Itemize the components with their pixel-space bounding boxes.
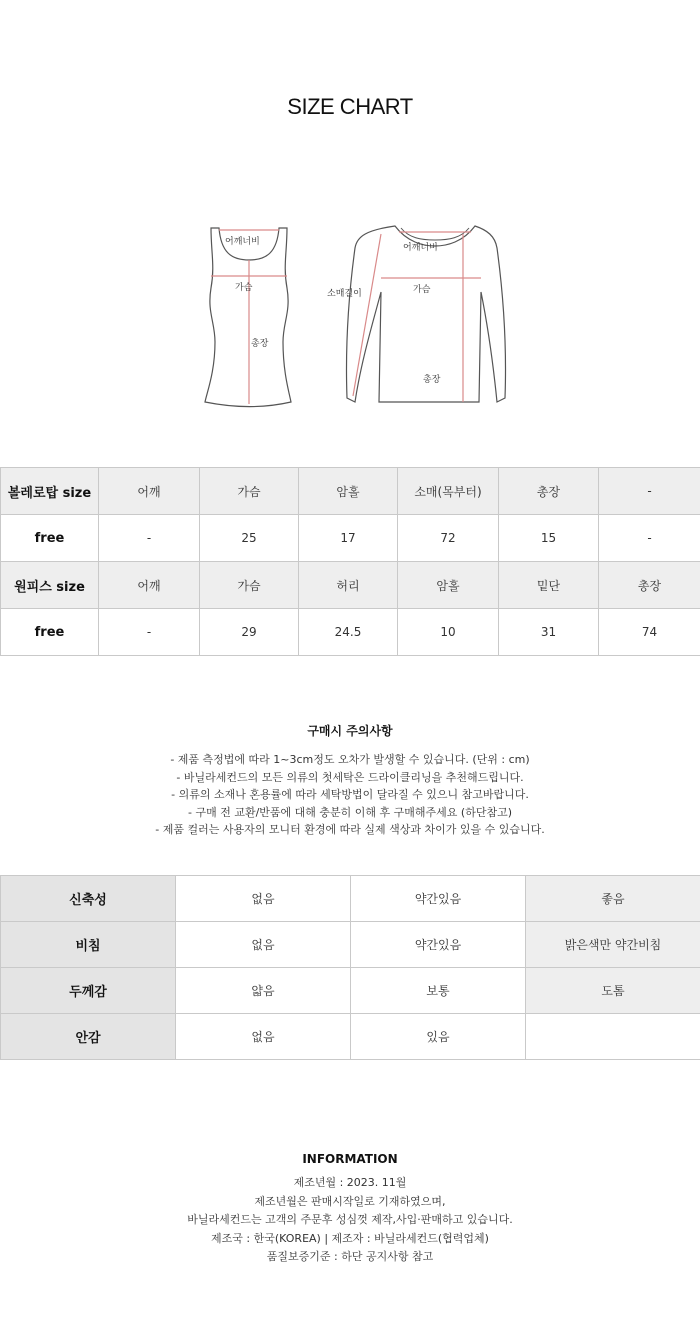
label-top-chest: 가슴	[235, 283, 253, 293]
information-line: 제조국 : 한국(KOREA) | 제조자 : 바닐라세컨드(협력업체)	[211, 1231, 489, 1245]
information-line: 품질보증기준 : 하단 공지사항 참고	[266, 1250, 434, 1263]
notice-line: - 제품 측정법에 따라 1~3cm정도 오차가 발생할 수 있습니다. (단위 : cm)	[170, 753, 530, 766]
bolero-header-cell: 총장	[499, 468, 599, 515]
bolero-header-cell: -	[599, 468, 700, 515]
label-sleeve-chest: 가슴	[413, 285, 431, 295]
bolero-value-cell: 17	[299, 515, 398, 562]
fabric-row-label: 안감	[1, 1014, 176, 1060]
garment-illustration	[195, 212, 515, 412]
information-line: 바닐라세컨드는 고객의 주문후 성심껏 제작,사입·판매하고 있습니다.	[187, 1213, 513, 1226]
fabric-option: 약간있음	[351, 922, 526, 968]
bolero-header-cell: 암홀	[299, 468, 398, 515]
fabric-row-thickness	[1, 968, 700, 1014]
label-top-length: 총장	[251, 339, 269, 349]
fabric-option: 없음	[176, 922, 351, 968]
fabric-option: 얇음	[176, 968, 351, 1014]
notice-title: 구매시 주의사항	[307, 724, 393, 738]
bolero-size-name: free	[1, 515, 99, 562]
dress-value-cell: 31	[499, 609, 599, 656]
dress-header-cell: 허리	[299, 562, 398, 609]
notice-line: - 바닐라세컨드의 모든 의류의 첫세탁은 드라이클리닝을 추천해드립니다.	[176, 770, 524, 784]
bolero-size-label: 볼레로탑 size	[1, 468, 99, 515]
bolero-header-row	[1, 468, 700, 515]
bolero-header-cell: 소매(목부터)	[398, 468, 499, 515]
dress-header-row	[1, 562, 700, 609]
fabric-option	[526, 1014, 700, 1060]
page-title: SIZE CHART	[287, 94, 413, 119]
fabric-option-selected: 좋음	[526, 876, 700, 922]
label-sleeve-length: 소매길이	[327, 289, 362, 299]
information-line: 제조년월은 판매시작일로 기재하였으며,	[254, 1194, 446, 1208]
fabric-option-selected: 도톰	[526, 968, 700, 1014]
dress-value-row	[1, 609, 700, 656]
dress-value-cell: 24.5	[299, 609, 398, 656]
fabric-row-label: 두께감	[1, 968, 176, 1014]
fabric-row-lining	[1, 1014, 700, 1060]
fabric-option-selected: 밝은색만 약간비침	[526, 922, 700, 968]
dress-size-label: 원피스 size	[1, 562, 99, 609]
bolero-value-cell: 25	[200, 515, 299, 562]
label-sleeve-total: 총장	[423, 375, 441, 385]
dress-header-cell: 어깨	[99, 562, 200, 609]
dress-header-cell: 가슴	[200, 562, 299, 609]
information-section	[0, 1152, 700, 1267]
fabric-table	[0, 875, 700, 1060]
notice-line: - 의류의 소재나 혼용률에 따라 세탁방법이 달라질 수 있으니 참고바랍니다.	[171, 788, 529, 801]
bolero-value-cell: -	[599, 515, 700, 562]
fabric-option: 약간있음	[351, 876, 526, 922]
dress-value-cell: -	[99, 609, 200, 656]
dress-header-cell: 총장	[599, 562, 700, 609]
information-title: INFORMATION	[302, 1152, 398, 1166]
notice-line: - 구매 전 교환/반품에 대해 충분히 이해 후 구매해주세요 (하단참고)	[187, 805, 512, 819]
dress-header-cell: 밑단	[499, 562, 599, 609]
dress-header-cell: 암홀	[398, 562, 499, 609]
notice-line: - 제품 컬러는 사용자의 모니터 환경에 따라 실제 색상과 차이가 있을 수 있습니다.	[155, 823, 545, 836]
fabric-row-stretch	[1, 876, 700, 922]
bolero-value-row	[1, 515, 700, 562]
bolero-header-cell: 가슴	[200, 468, 299, 515]
bolero-value-cell: 15	[499, 515, 599, 562]
fabric-option: 없음	[176, 1014, 351, 1060]
bolero-value-cell: 72	[398, 515, 499, 562]
label-top-shoulder: 어깨너비	[225, 237, 260, 247]
dress-size-name: free	[1, 609, 99, 656]
fabric-option: 있음	[351, 1014, 526, 1060]
label-sleeve-shoulder: 어깨너비	[403, 243, 438, 253]
purchase-notice	[0, 722, 700, 839]
dress-value-cell: 29	[200, 609, 299, 656]
dress-value-cell: 10	[398, 609, 499, 656]
fabric-row-label: 신축성	[1, 876, 176, 922]
dress-value-cell: 74	[599, 609, 700, 656]
fabric-row-sheer	[1, 922, 700, 968]
fabric-option: 없음	[176, 876, 351, 922]
bolero-header-cell: 어깨	[99, 468, 200, 515]
fabric-row-label: 비침	[1, 922, 176, 968]
size-table	[0, 467, 700, 656]
fabric-option: 보통	[351, 968, 526, 1014]
information-line: 제조년월 : 2023. 11월	[293, 1176, 407, 1189]
bolero-value-cell: -	[99, 515, 200, 562]
